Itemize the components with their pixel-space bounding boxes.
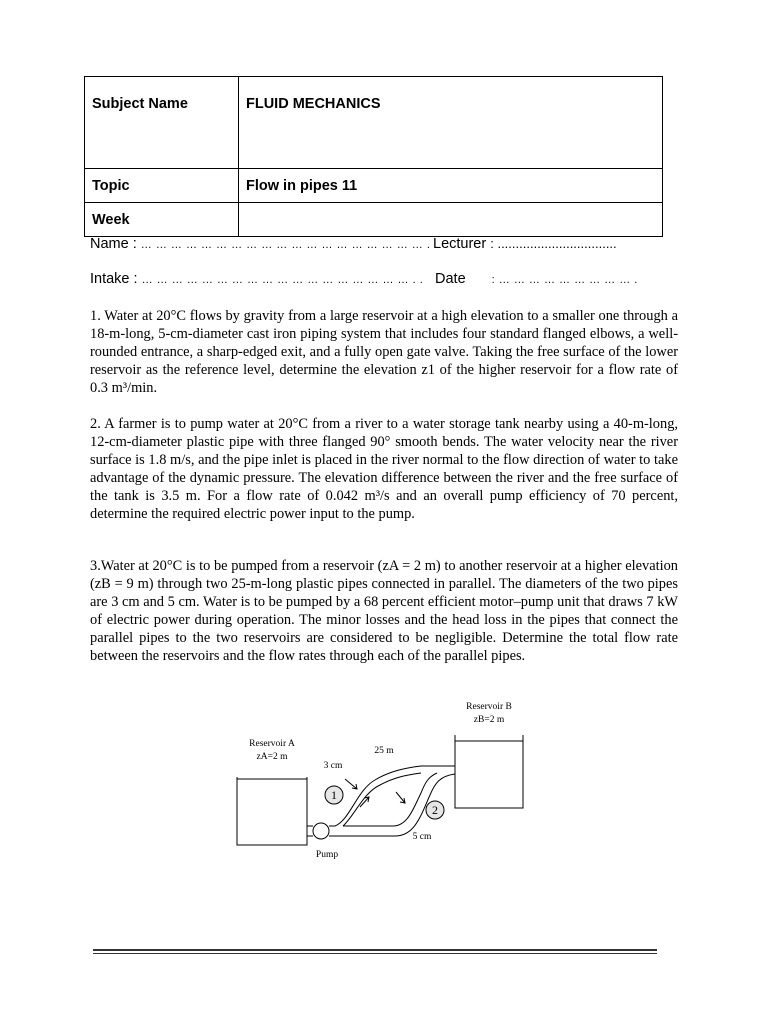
lecturer-dots: : ................................. (490, 236, 617, 251)
pump-icon (313, 823, 329, 839)
header-table (84, 76, 663, 237)
date-dots: : … … … … … … … … … . (491, 274, 638, 286)
reservoir-b-tank (455, 735, 523, 808)
subject-name-value: FLUID MECHANICS (239, 77, 663, 169)
week-value (239, 203, 663, 237)
topic-label: Topic (85, 169, 239, 203)
footer-rule-thick (93, 949, 657, 951)
length-label: 25 m (374, 746, 394, 756)
topic-value: Flow in pipes 11 (239, 169, 663, 203)
reservoir-b-elevation: zB=2 m (473, 715, 505, 725)
name-label: Name : (90, 236, 137, 252)
subject-name-label: Subject Name (85, 77, 239, 169)
reservoir-b-label: Reservoir B (466, 702, 512, 712)
pipe-2-number: 2 (432, 803, 438, 817)
pipe-1-number: 1 (331, 788, 337, 802)
d1-leader (345, 779, 357, 789)
question-3: 3.Water at 20°C is to be pumped from a reservoir (zA = 2 m) to another reservoir at a higher elevation (zB = 9 m) through two 25-m-long plastic pipes connected in parallel. The diameters of the two pipes are 3 cm and 5 cm. Water is to be pumped by a 68 percent efficient motor–pump unit that draws 7 kW of electric power during operation. The minor losses and the head loss in the pipes that connect the parallel pipes to the two reservoirs are considered to be negligible. Determine the total flow rate between the reservoirs and the flow rates through each of the parallel pipes. (90, 558, 678, 664)
d2-leader (396, 792, 405, 803)
header-row-topic (85, 169, 663, 203)
d1-label: 3 cm (323, 761, 343, 771)
figure-svg (225, 695, 545, 870)
question-2: 2. A farmer is to pump water at 20°C from a river to a water storage tank nearby using a 40-m-long, 12-cm-diameter plastic pipe with three flanged 90° smooth bends. The water velocity near the river surface is 1.8 m/s, and the pipe inlet is placed in the river normal to the flow direction of water to take advantage of the dynamic pressure. The elevation difference between the river and the free surface of the tank is 3.5 m. For a flow rate of 0.042 m³/s and an overall pump efficiency of 70 percent, determine the required electric power input to the pump. (90, 416, 678, 522)
d2-label: 5 cm (412, 832, 432, 842)
intake-label: Intake : (90, 271, 138, 287)
intake-field (90, 271, 423, 287)
pump-label: Pump (315, 850, 339, 860)
name-dots: … … … … … … … … … … … … … … … … … … … . (140, 239, 431, 251)
pipe-1-inner (343, 773, 421, 826)
reservoir-a-elevation: zA=2 m (256, 752, 288, 762)
lecturer-label: Lecturer (433, 236, 487, 252)
parallel-pipes-figure (225, 695, 545, 870)
date-field (435, 271, 638, 287)
question-1: 1. Water at 20°C flows by gravity from a large reservoir at a high elevation to a smaller one through a 18-m-long, 5-cm-diameter cast iron piping system that includes four standard flanged elbows, a well-rounded entrance, a sharp-edged exit, and a fully open gate valve. Taking the free surface of the lower reservoir as the reference level, determine the elevation z1 of the higher reservoir for a flow rate of 0.3 m³/min. (90, 308, 678, 396)
intake-dots: … … … … … … … … … … … … … … … … … … . . (141, 274, 424, 286)
footer-rule-thin (93, 953, 657, 954)
date-label: Date (435, 271, 466, 287)
reservoir-a-tank (237, 777, 307, 845)
header-row-week (85, 203, 663, 237)
name-field (90, 236, 430, 252)
lecturer-field (433, 236, 617, 252)
reservoir-a-label: Reservoir A (249, 739, 295, 749)
header-row-subject (85, 77, 663, 169)
week-label: Week (85, 203, 239, 237)
